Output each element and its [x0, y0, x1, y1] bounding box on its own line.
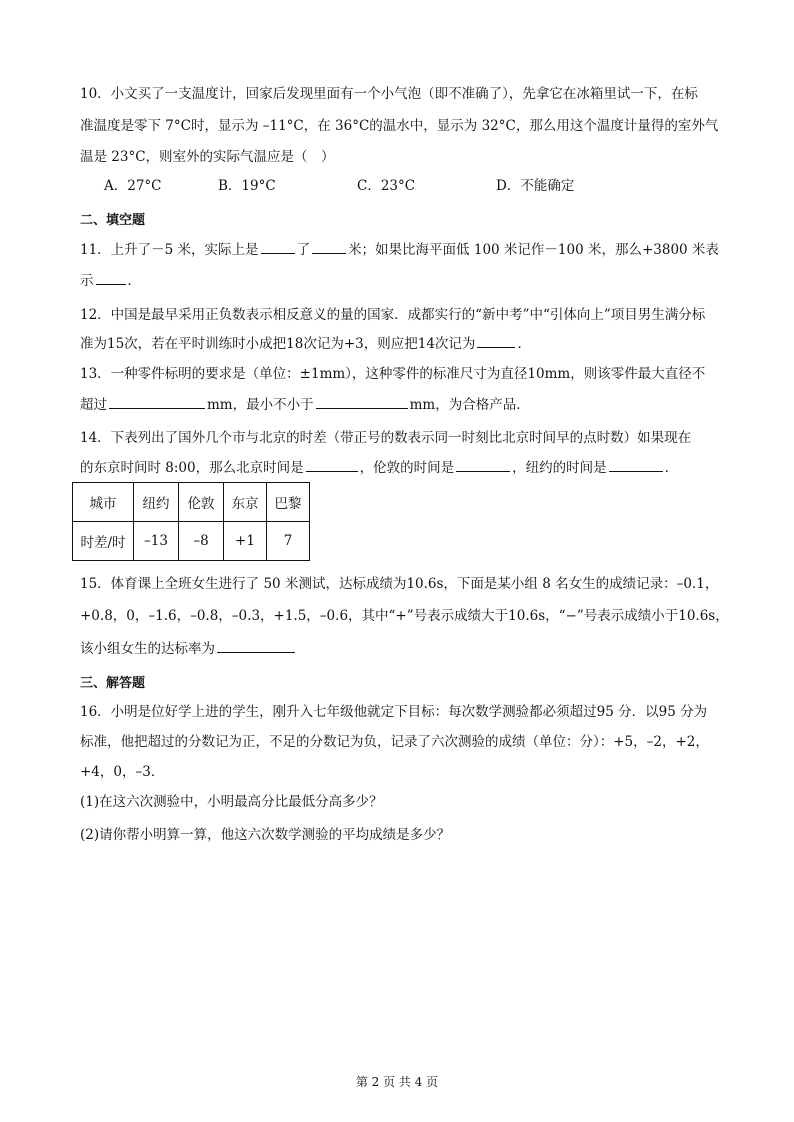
q10-option-d: D．不能确定 — [496, 178, 575, 194]
q16-line-2: 标准，他把超过的分数记为正，不足的分数记为负，记录了六次测验的成绩（单位：分）：+5，–2，+2， — [80, 734, 709, 750]
q10-line-3: 温是 23°C，则室外的实际气温应是（ ） — [80, 149, 335, 165]
q14-line-2 — [80, 457, 678, 478]
q12-line-2 — [80, 333, 531, 354]
q13-blank-max[interactable] — [109, 394, 205, 409]
section-solve-title: 三、解答题 — [80, 676, 146, 691]
q14-text-d: ． — [664, 460, 679, 476]
q13-line-2 — [80, 394, 530, 415]
q14-blank-london[interactable] — [456, 457, 510, 472]
q14-text-b: ，伦敦的时间是 — [359, 460, 455, 476]
q14-blank-beijing[interactable] — [306, 457, 358, 472]
q11-blank-1[interactable] — [261, 239, 295, 254]
q15-blank[interactable] — [217, 638, 295, 653]
table-cell: +1 — [224, 522, 267, 561]
table-row-header — [73, 483, 310, 522]
q14-line-1: 14．下表列出了国外几个市与北京的时差（带正号的数表示同一时刻比北京时间早的点时数）如果现在 — [80, 430, 692, 446]
q15-line-2: +0.8，0，–1.6，–0.8，–0.3，+1.5，–0.6，其中“+”号表示成绩大于10.6s，“−”号表示成绩小于10.6s， — [80, 608, 729, 624]
q15-text-a: 该小组女生的达标率为 — [80, 641, 215, 657]
q10-line-1: 10．小文买了一支温度计，回家后发现里面有一个小气泡（即不准确了），先拿它在冰箱里试一下，在标 — [80, 86, 698, 102]
q15-line-3 — [80, 638, 297, 659]
table-cell: 城市 — [73, 483, 134, 522]
q10-option-a: A．27°C — [104, 178, 162, 194]
q16-sub-2: (2)请你帮小明算一算，他这六次数学测验的平均成绩是多少？ — [80, 827, 451, 843]
table-cell: –8 — [179, 522, 224, 561]
q13-line-1: 13．一种零件标明的要求是（单位：±1mm），这种零件的标准尺寸为直径10mm，则该零件最大直径不 — [80, 366, 706, 382]
q16-line-1: 16．小明是位好学上进的学生，刚升入七年级他就定下目标：每次数学测验都必须超过95 分．以95 分为 — [80, 704, 708, 720]
q13-text-b: mm，最小不小于 — [207, 397, 314, 413]
q11-blank-3[interactable] — [96, 270, 126, 285]
q14-blank-newyork[interactable] — [609, 457, 663, 472]
section-fill-in-title: 二、填空题 — [80, 213, 146, 228]
time-difference-table — [72, 482, 310, 561]
q14-text-c: ，纽约的时间是 — [512, 460, 607, 476]
q11-text-d: 示 — [80, 273, 94, 289]
q12-text-b: ． — [517, 336, 531, 352]
q13-text-a: 超过 — [80, 397, 107, 413]
q11-text-e: ． — [127, 273, 141, 289]
table-cell: 伦敦 — [179, 483, 224, 522]
q16-sub-1: (1)在这六次测验中，小明最高分比最低分高多少？ — [80, 794, 383, 810]
q10-option-c: C．23°C — [357, 178, 416, 194]
q10-line-2: 准温度是零下 7°C时，显示为 –11°C，在 36°C的温水中，显示为 32°C，那么用这个温度计量得的室外气 — [80, 118, 719, 134]
q11-text-a: 11．上升了－5 米，实际上是 — [80, 242, 259, 258]
q13-text-c: mm，为合格产品． — [409, 397, 530, 413]
table-cell: 东京 — [224, 483, 267, 522]
q14-text-a: 的东京时间时 8:00，那么北京时间是 — [80, 460, 304, 476]
table-cell: 巴黎 — [267, 483, 310, 522]
table-cell: 纽约 — [134, 483, 179, 522]
q10-option-b: B．19°C — [218, 178, 276, 194]
q12-line-1: 12．中国是最早采用正负数表示相反意义的量的国家．成都实行的“新中考”中“引体向上”项目男生满分标 — [80, 307, 706, 323]
q11-line-2 — [80, 270, 141, 291]
q11-line-1 — [80, 239, 719, 260]
q12-blank[interactable] — [477, 333, 515, 348]
table-row-values — [73, 522, 310, 561]
q11-text-b: 了 — [296, 242, 311, 258]
q13-blank-min[interactable] — [316, 394, 408, 409]
table-cell: –13 — [134, 522, 179, 561]
page-number-footer: 第 2 页 共 4 页 — [355, 1075, 439, 1089]
q11-blank-2[interactable] — [312, 239, 346, 254]
table-cell: 7 — [267, 522, 310, 561]
q15-line-1: 15．体育课上全班女生进行了 50 米测试，达标成绩为10.6s，下面是某小组 8 名女生的成绩记录：–0.1， — [80, 576, 719, 592]
q16-line-3: +4，0，–3． — [80, 764, 165, 780]
q11-text-c: 米；如果比海平面低 100 米记作－100 米，那么+3800 米表 — [348, 242, 719, 258]
table-cell: 时差/时 — [73, 522, 134, 561]
q12-text-a: 准为15次，若在平时训练时小成把18次记为+3，则应把14次记为 — [80, 336, 476, 352]
